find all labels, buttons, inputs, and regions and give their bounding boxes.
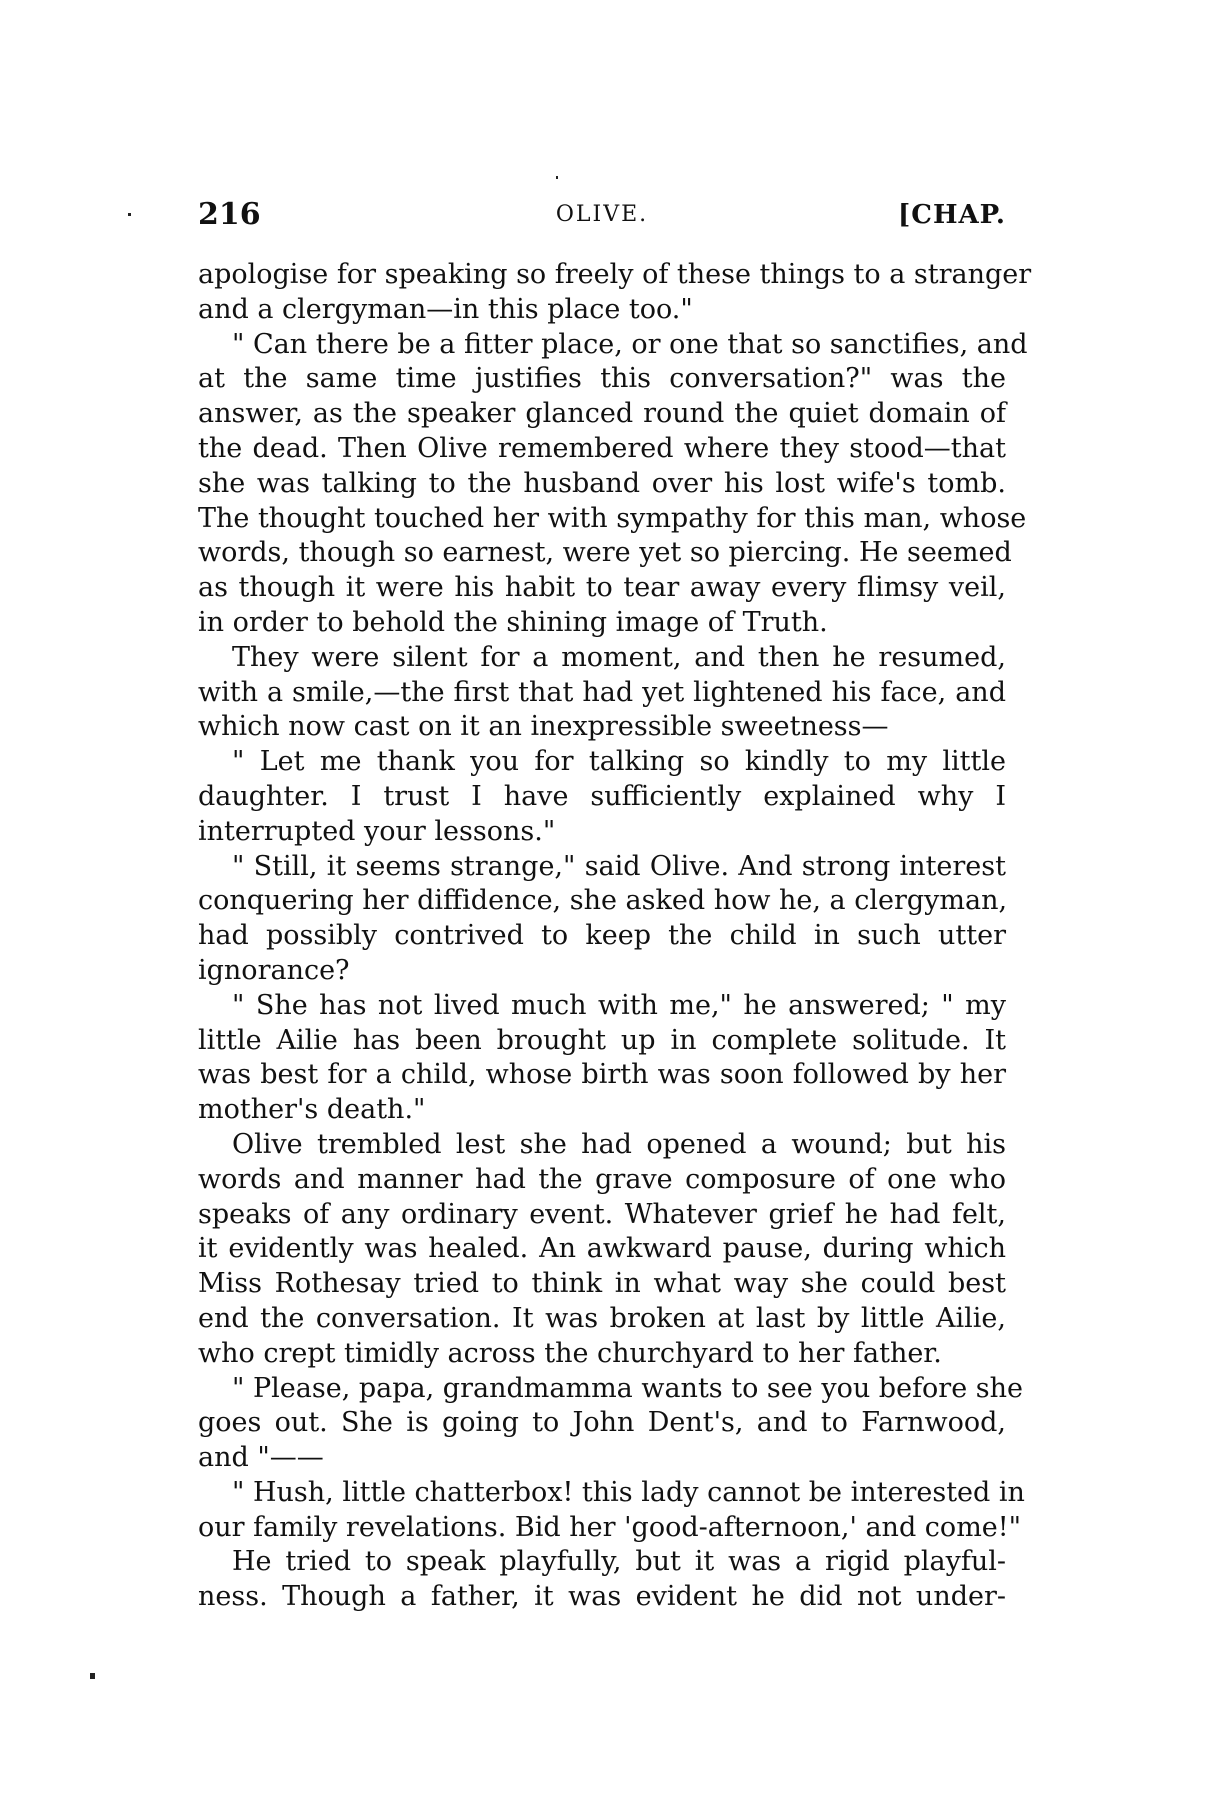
text-line: which now cast on it an inexpressible sweetness— — [198, 711, 889, 743]
text-line: it evidently was healed. An awkward pause, during which — [198, 1233, 1006, 1265]
text-line: apologise for speaking so freely of these things to a stranger — [198, 259, 1032, 290]
text-line: conquering her diffidence, she asked how he, a clergyman, — [198, 885, 1008, 917]
text-line: He tried to speak playfully, but it was a rigid playful- — [232, 1546, 1006, 1578]
text-line: and a clergyman—in this place too." — [198, 293, 693, 325]
text-line: ignorance? — [198, 954, 350, 986]
text-line: Miss Rothesay tried to think in what way she could best — [198, 1268, 1006, 1300]
print-speck — [556, 176, 558, 179]
text-line: They were silent for a moment, and then he resumed, — [232, 641, 1006, 673]
text-line: little Ailie has been brought up in complete solitude. It — [198, 1024, 1006, 1056]
text-line: at the same time justifies this conversation?" was the — [198, 363, 1006, 395]
body-text — [198, 258, 1032, 1615]
text-line: answer, as the speaker glanced round the quiet domain of — [198, 398, 1006, 430]
text-line: Olive trembled lest she had opened a wound; but his — [232, 1128, 1006, 1160]
text-line: in order to behold the shining image of Truth. — [198, 606, 828, 638]
page-number: 216 — [198, 197, 261, 232]
text-line: the dead. Then Olive remembered where they stood—that — [198, 432, 1006, 464]
text-line: speaks of any ordinary event. Whatever grief he had felt, — [198, 1198, 1006, 1230]
text-line: our family revelations. Bid her 'good-afternoon,' and come!" — [198, 1511, 1022, 1543]
text-line: " Can there be a fitter place, or one that so sanctifies, and — [232, 328, 1028, 360]
text-line: ness. Though a father, it was evident he did not under- — [198, 1581, 1006, 1613]
text-line: and "—— — [198, 1442, 324, 1474]
text-line: had possibly contrived to keep the child in such utter — [198, 920, 1006, 952]
text-line: she was talking to the husband over his lost wife's tomb. — [198, 467, 1006, 499]
text-line: words, though so earnest, were yet so piercing. He seemed — [198, 537, 1012, 569]
text-line: goes out. She is going to John Dent's, and to Farnwood, — [198, 1407, 1006, 1439]
text-line: " Please, papa, grandmamma wants to see you before she — [232, 1372, 1024, 1404]
text-line: interrupted your lessons." — [198, 815, 556, 847]
text-line: with a smile,—the first that had yet lightened his face, and — [198, 676, 1006, 708]
text-line: mother's death." — [198, 1094, 426, 1126]
print-speck — [90, 1673, 95, 1679]
text-line: was best for a child, whose birth was soon followed by her — [198, 1059, 1006, 1091]
text-line: daughter. I trust I have sufficiently explained why I — [198, 780, 1006, 812]
chapter-mark: [CHAP. — [897, 200, 1006, 230]
text-line: " Hush, little chatterbox! this lady cannot be interested in — [232, 1476, 1025, 1508]
text-line: The thought touched her with sympathy for this man, whose — [198, 502, 1027, 534]
text-line: as though it were his habit to tear away every flimsy veil, — [198, 572, 1006, 604]
text-line: who crept timidly across the churchyard to her father. — [198, 1337, 942, 1369]
running-head — [198, 195, 1006, 235]
running-title: OLIVE. — [555, 202, 649, 227]
print-speck — [128, 213, 131, 216]
text-line: words and manner had the grave composure of one who — [198, 1163, 1006, 1195]
text-line: " Let me thank you for talking so kindly to my little — [232, 746, 1006, 778]
text-line: " She has not lived much with me," he answered; " my — [232, 989, 1006, 1021]
text-line: " Still, it seems strange," said Olive. And strong interest — [232, 850, 1006, 882]
text-line: end the conversation. It was broken at last by little Ailie, — [198, 1302, 1006, 1334]
